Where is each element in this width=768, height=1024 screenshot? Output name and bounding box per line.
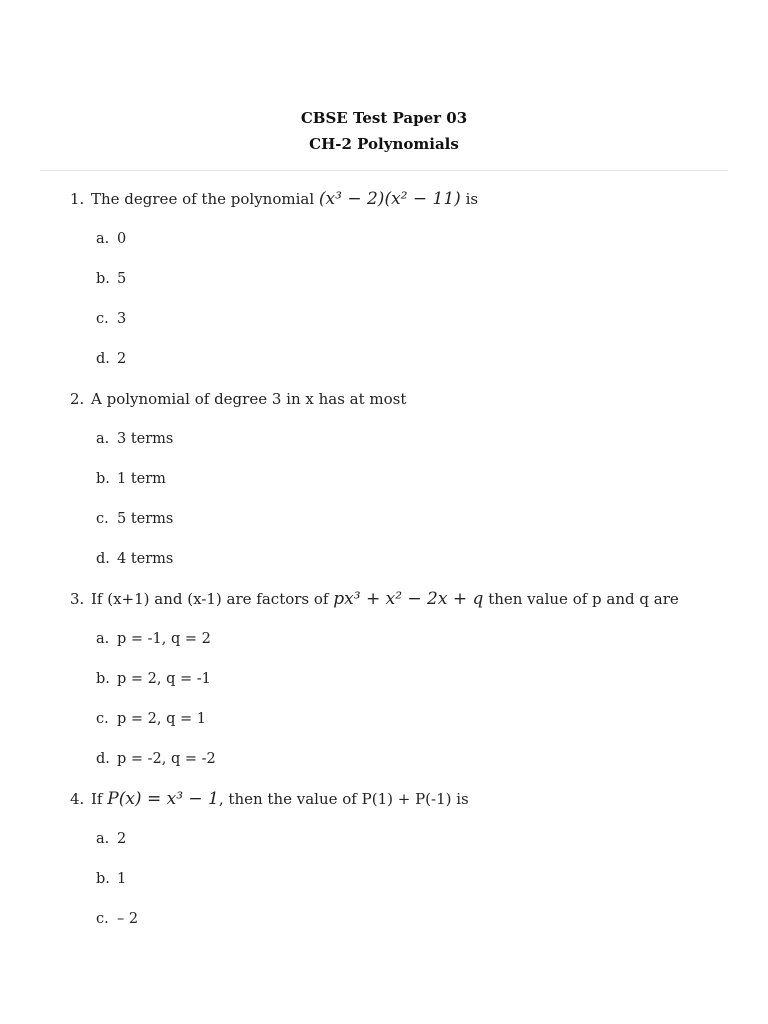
option-letter: a. — [96, 431, 110, 447]
option-b — [96, 264, 730, 294]
option-text: p = 2, q = 1 — [117, 711, 206, 727]
option-b — [96, 464, 730, 494]
option-text: p = 2, q = -1 — [117, 671, 211, 687]
question-row — [70, 184, 730, 214]
question-row — [70, 384, 730, 414]
question-text-before: The degree of the polynomial — [91, 190, 315, 208]
question-list — [70, 184, 730, 944]
question-text-after: is — [465, 190, 479, 208]
option-text: 1 — [117, 871, 127, 887]
option-letter: d. — [96, 551, 110, 567]
option-text: – 2 — [117, 911, 139, 927]
option-text: 1 term — [117, 471, 166, 487]
option-text: 4 terms — [117, 551, 174, 567]
question-number: 1. — [70, 190, 85, 208]
option-a — [96, 824, 730, 854]
question-text-after: then value of p and q are — [488, 590, 679, 608]
option-letter: a. — [96, 831, 110, 847]
math-expression: (x³ − 2)(x² − 11) — [318, 189, 461, 209]
option-text: 5 — [117, 271, 127, 287]
option-letter: c. — [96, 311, 109, 327]
option-letter: a. — [96, 231, 110, 247]
option-list — [96, 224, 730, 374]
option-d — [96, 544, 730, 574]
option-text: 3 terms — [117, 431, 174, 447]
chapter-title: CH-2 Polynomials — [309, 135, 459, 153]
option-a — [96, 424, 730, 454]
header-divider — [40, 170, 728, 171]
question-text-after: , then the value of P(1) + P(-1) is — [218, 790, 469, 808]
question-2 — [70, 384, 730, 574]
question-text — [91, 584, 679, 614]
question-4 — [70, 784, 730, 934]
option-list — [96, 624, 730, 774]
option-list — [96, 424, 730, 574]
question-row — [70, 584, 730, 614]
option-letter: d. — [96, 351, 110, 367]
math-expression: P(x) = x³ − 1 — [107, 789, 219, 809]
question-number: 2. — [70, 390, 85, 408]
option-letter: c. — [96, 711, 109, 727]
option-c — [96, 904, 730, 934]
option-text: p = -2, q = -2 — [117, 751, 216, 767]
question-text — [91, 784, 469, 814]
option-letter: c. — [96, 511, 109, 527]
option-a — [96, 224, 730, 254]
paper-title: CBSE Test Paper 03 — [300, 109, 468, 127]
question-3 — [70, 584, 730, 774]
option-letter: c. — [96, 911, 109, 927]
option-b — [96, 864, 730, 894]
option-letter: a. — [96, 631, 110, 647]
question-1 — [70, 184, 730, 374]
option-c — [96, 704, 730, 734]
option-letter: b. — [96, 871, 110, 887]
option-b — [96, 664, 730, 694]
question-number: 4. — [70, 790, 85, 808]
option-a — [96, 624, 730, 654]
option-letter: b. — [96, 271, 110, 287]
question-number: 3. — [70, 590, 85, 608]
question-row — [70, 784, 730, 814]
option-text: 3 — [117, 311, 127, 327]
option-d — [96, 744, 730, 774]
option-c — [96, 504, 730, 534]
option-list — [96, 824, 730, 934]
math-expression: px³ + x² − 2x + q — [333, 589, 484, 609]
option-text: p = -1, q = 2 — [117, 631, 211, 647]
option-d — [96, 344, 730, 374]
option-letter: b. — [96, 671, 110, 687]
option-text: 2 — [117, 831, 127, 847]
question-text-before: If — [91, 790, 103, 808]
option-text: 0 — [117, 231, 127, 247]
option-text: 5 terms — [117, 511, 174, 527]
option-letter: d. — [96, 751, 110, 767]
question-text-before: If (x+1) and (x-1) are factors of — [91, 590, 329, 608]
option-c — [96, 304, 730, 334]
question-text — [91, 184, 478, 214]
option-text: 2 — [117, 351, 127, 367]
document-header — [0, 105, 768, 157]
question-text: A polynomial of degree 3 in x has at most — [91, 390, 407, 408]
option-letter: b. — [96, 471, 110, 487]
